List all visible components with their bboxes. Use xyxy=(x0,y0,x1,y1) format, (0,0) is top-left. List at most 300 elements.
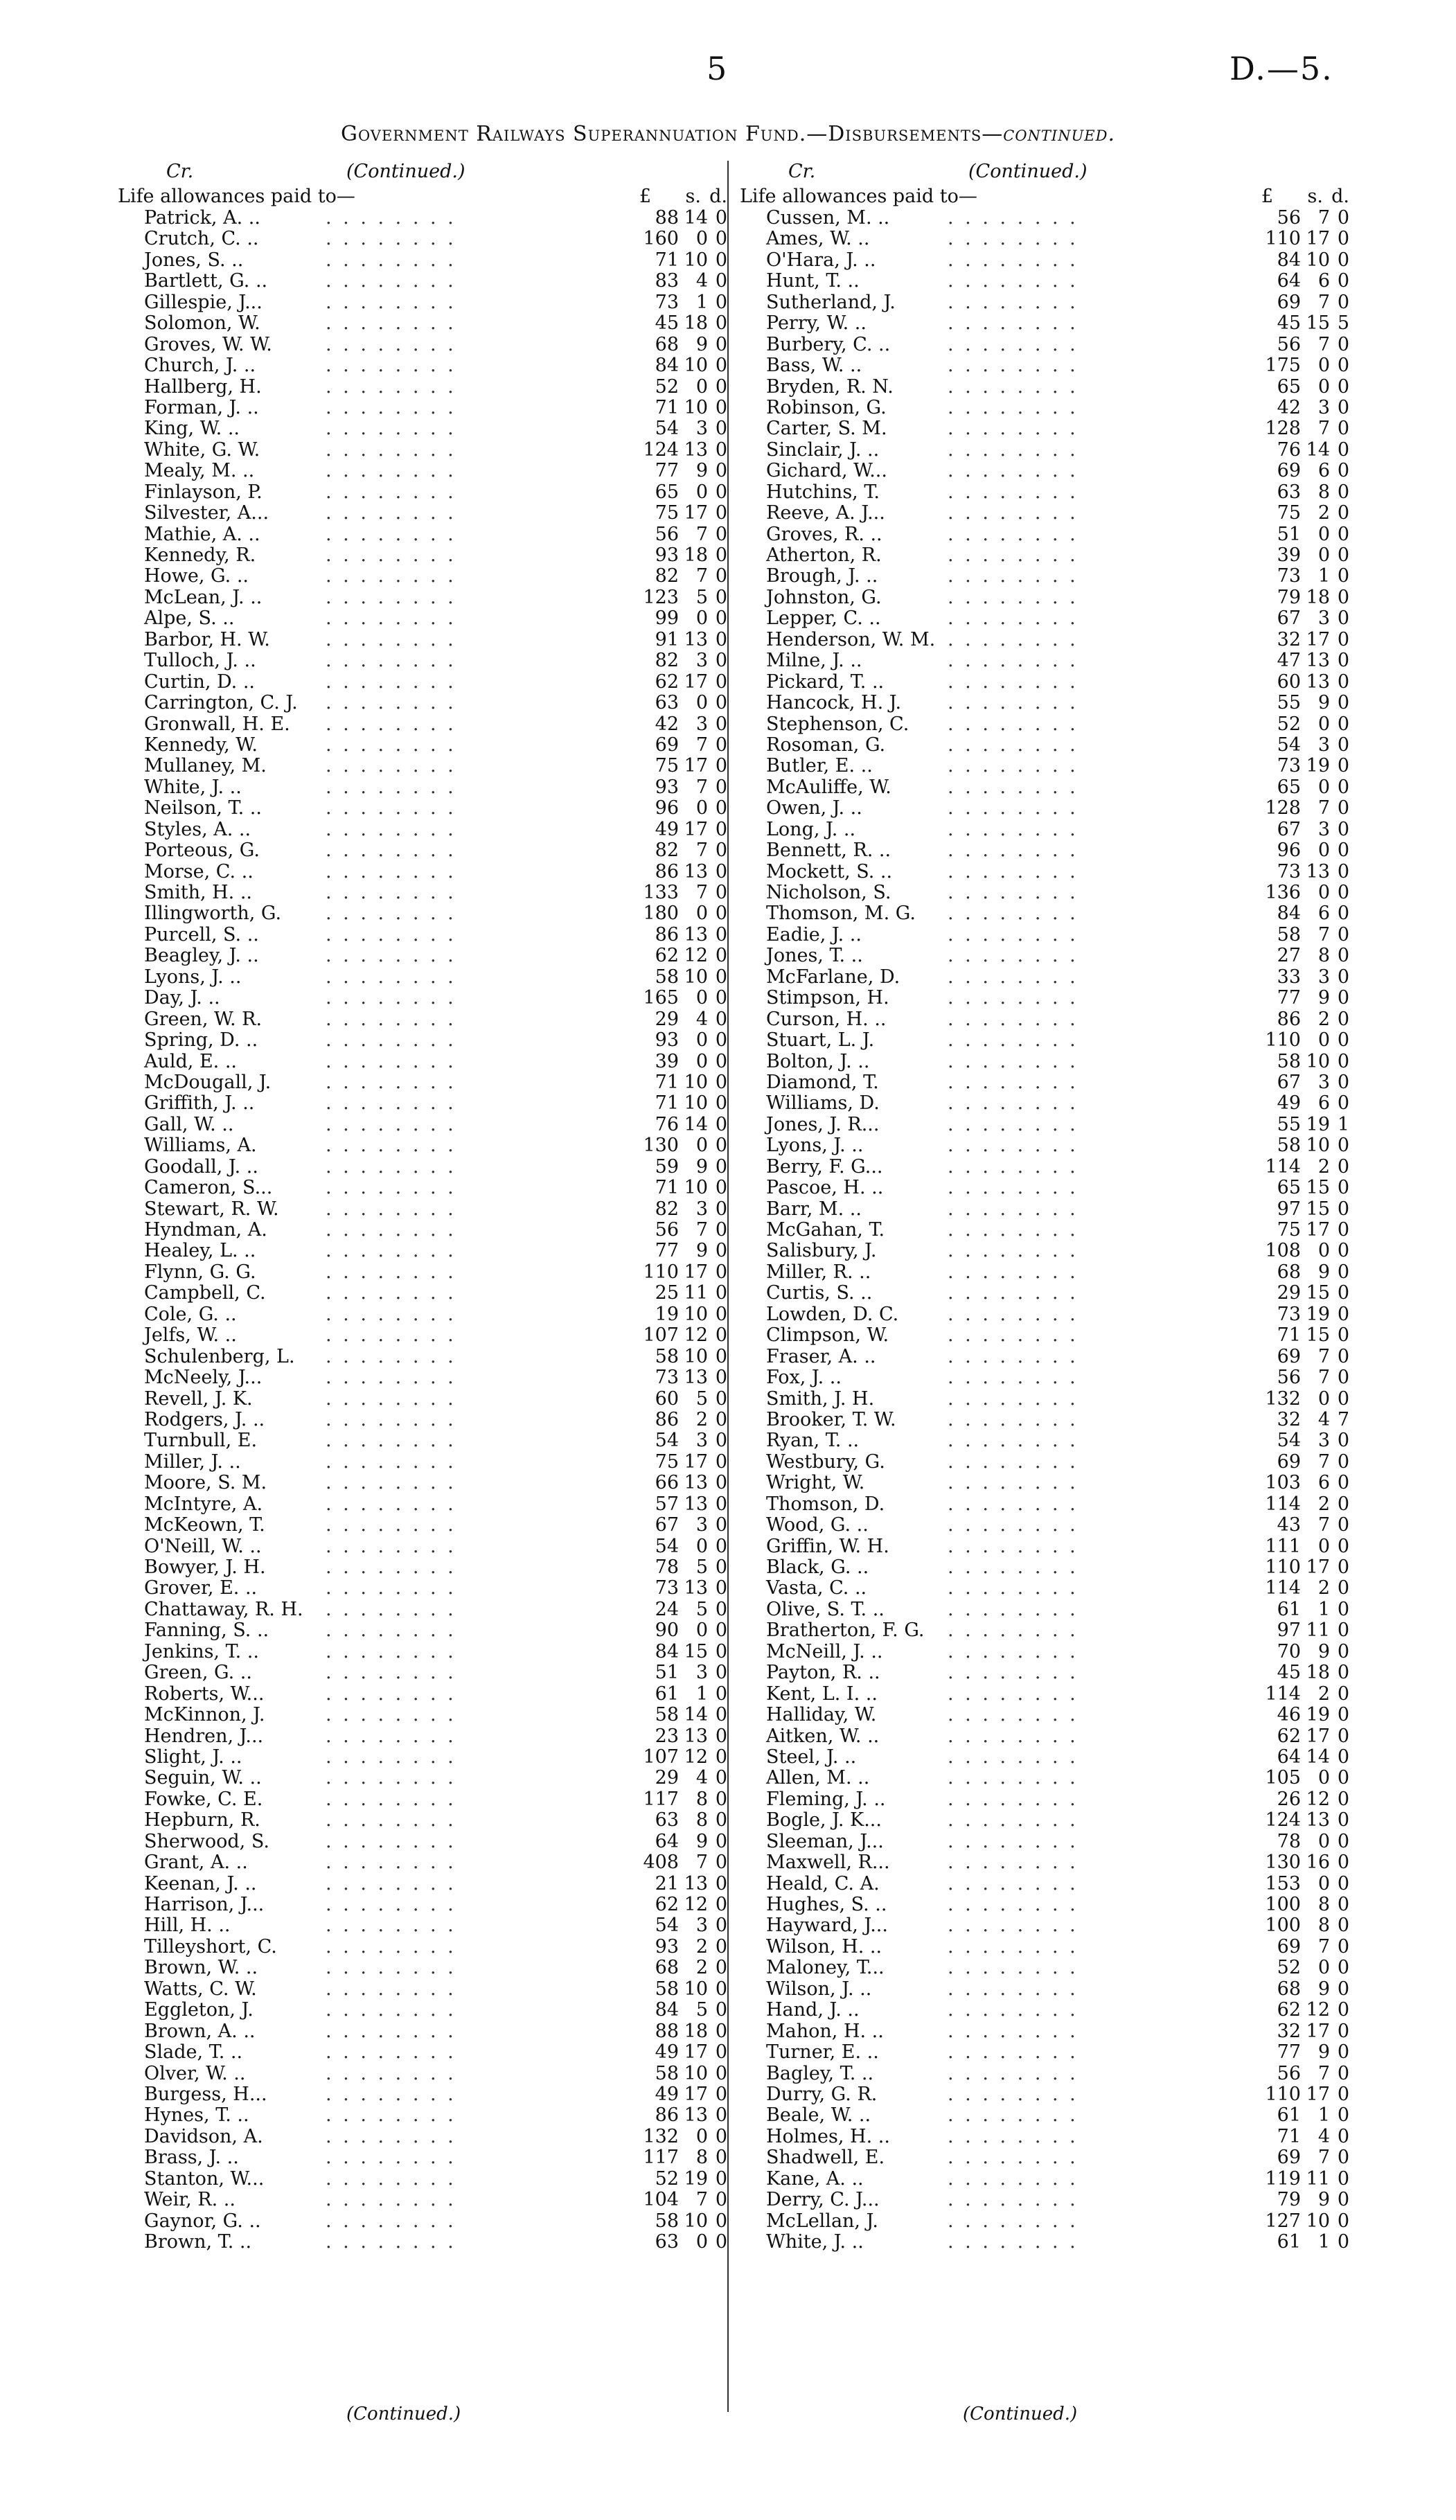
payee-name: Heald, C. A. xyxy=(766,1872,880,1895)
payee-name: Alpe, S. .. xyxy=(144,607,235,630)
leader-dots: . . . . . . . . xyxy=(326,1324,456,1347)
amount-shillings: 0 xyxy=(1317,840,1330,862)
amount-shillings: 13 xyxy=(684,1725,708,1747)
table-row xyxy=(740,1093,1349,1114)
payee-name: Wright, W. xyxy=(766,1472,865,1494)
amount-pence: 0 xyxy=(715,1514,727,1536)
table-row xyxy=(118,1115,727,1135)
payee-name: Davidson, A. xyxy=(144,2125,263,2147)
amount-shillings: 0 xyxy=(1317,1957,1330,1979)
amount-shillings: 3 xyxy=(695,418,708,440)
amount-pounds: 133 xyxy=(643,882,679,903)
leader-dots: . . . . . . . . xyxy=(948,2062,1078,2084)
amount-pounds: 124 xyxy=(1265,1809,1301,1831)
amount-shillings: 10 xyxy=(684,396,708,418)
leader-dots: . . . . . . . . xyxy=(326,1640,456,1662)
amount-pounds: 64 xyxy=(1277,270,1301,292)
amount-pence: 0 xyxy=(715,1135,727,1157)
amount-shillings: 0 xyxy=(695,692,708,714)
right-column xyxy=(740,161,1349,2253)
amount-shillings: 6 xyxy=(1317,270,1330,292)
amount-pence: 0 xyxy=(1337,1788,1349,1810)
table-row xyxy=(118,1726,727,1747)
payee-name: Healey, L. .. xyxy=(144,1240,256,1262)
leader-dots: . . . . . . . . xyxy=(948,903,1078,925)
page-title xyxy=(0,122,1456,146)
amount-shillings: 10 xyxy=(684,355,708,377)
amount-pence: 0 xyxy=(1337,945,1349,967)
table-row xyxy=(740,630,1349,650)
leader-dots: . . . . . . . . xyxy=(326,291,456,313)
leader-dots: . . . . . . . . xyxy=(948,586,1078,608)
amount-pounds: 130 xyxy=(1265,1852,1301,1874)
right-allowance-list xyxy=(740,208,1349,2253)
amount-pence: 0 xyxy=(715,840,727,862)
leader-dots: . . . . . . . . xyxy=(326,2104,456,2127)
amount-shillings: 13 xyxy=(684,1577,708,1599)
amount-shillings: 17 xyxy=(1306,1219,1330,1241)
payee-name: Sinclair, J. .. xyxy=(766,438,880,461)
table-row xyxy=(118,693,727,713)
leader-dots: . . . . . . . . xyxy=(326,1915,456,1937)
amount-pounds: 76 xyxy=(655,1113,679,1135)
leader-dots: . . . . . . . . xyxy=(326,1472,456,1494)
table-row xyxy=(740,1347,1349,1367)
payee-name: Porteous, G. xyxy=(144,840,260,862)
payee-name: Patrick, A. .. xyxy=(144,207,260,229)
amount-shillings: 8 xyxy=(695,2147,708,2169)
leader-dots: . . . . . . . . xyxy=(326,903,456,925)
amount-shillings: 19 xyxy=(684,2167,708,2190)
payee-name: Vasta, C. .. xyxy=(766,1577,867,1599)
amount-pounds: 78 xyxy=(1277,1830,1301,1852)
payee-name: Smith, J. H. xyxy=(766,1387,875,1410)
amount-pence: 0 xyxy=(1337,692,1349,714)
payee-name: Slade, T. .. xyxy=(144,2041,243,2064)
amount-shillings: 2 xyxy=(1317,1493,1330,1515)
amount-pence: 0 xyxy=(1337,818,1349,840)
leader-dots: . . . . . . . . xyxy=(948,734,1078,756)
amount-shillings: 0 xyxy=(695,1050,708,1072)
leader-dots: . . . . . . . . xyxy=(948,1240,1078,1262)
amount-shillings: 2 xyxy=(695,1957,708,1979)
leader-dots: . . . . . . . . xyxy=(948,945,1078,967)
leader-dots: . . . . . . . . xyxy=(948,1155,1078,1178)
amount-pounds: 56 xyxy=(1277,2062,1301,2084)
table-row xyxy=(740,271,1349,292)
amount-pounds: 67 xyxy=(655,1514,679,1536)
amount-shillings: 3 xyxy=(695,1198,708,1220)
amount-pounds: 86 xyxy=(1277,1008,1301,1030)
table-row xyxy=(118,777,727,798)
payee-name: Chattaway, R. H. xyxy=(144,1598,303,1620)
amount-pence: 0 xyxy=(1337,671,1349,693)
table-row xyxy=(740,2169,1349,2190)
table-row xyxy=(118,1515,727,1536)
amount-pence: 0 xyxy=(715,2210,727,2232)
amount-pounds: 73 xyxy=(1277,755,1301,777)
leader-dots: . . . . . . . . xyxy=(948,1071,1078,1093)
amount-shillings: 3 xyxy=(1317,607,1330,630)
amount-shillings: 12 xyxy=(1306,1999,1330,2021)
amount-pounds: 110 xyxy=(1265,228,1301,250)
amount-pounds: 42 xyxy=(1277,396,1301,418)
amount-shillings: 13 xyxy=(684,1367,708,1389)
leader-dots: . . . . . . . . xyxy=(948,481,1078,503)
amount-shillings: 8 xyxy=(1317,481,1330,503)
payee-name: Jones, T. .. xyxy=(766,945,863,967)
leader-dots: . . . . . . . . xyxy=(326,1852,456,1874)
amount-pence: 0 xyxy=(715,628,727,650)
amount-shillings: 17 xyxy=(684,1450,708,1473)
amount-shillings: 0 xyxy=(695,607,708,630)
amount-pounds: 58 xyxy=(655,2210,679,2232)
table-row xyxy=(740,1915,1349,1936)
amount-pounds: 123 xyxy=(643,586,679,608)
table-row xyxy=(118,229,727,249)
amount-pence: 0 xyxy=(1337,2104,1349,2127)
amount-pence: 0 xyxy=(715,1767,727,1789)
payee-name: Sherwood, S. xyxy=(144,1830,269,1852)
leader-dots: . . . . . . . . xyxy=(326,776,456,798)
payee-name: Bowyer, J. H. xyxy=(144,1556,266,1578)
amount-pounds: 77 xyxy=(1277,2041,1301,2064)
amount-pounds: 75 xyxy=(1277,1219,1301,1241)
leader-dots: . . . . . . . . xyxy=(326,355,456,377)
amount-pounds: 33 xyxy=(1277,966,1301,988)
table-row xyxy=(118,1030,727,1051)
amount-pence: 0 xyxy=(715,1830,727,1852)
amount-shillings: 1 xyxy=(1317,565,1330,587)
amount-pence: 0 xyxy=(1337,502,1349,524)
leader-dots: . . . . . . . . xyxy=(326,1198,456,1220)
amount-pence: 0 xyxy=(715,312,727,335)
amount-shillings: 14 xyxy=(684,1113,708,1135)
leader-dots: . . . . . . . . xyxy=(326,1113,456,1135)
leader-dots: . . . . . . . . xyxy=(326,2062,456,2084)
payee-name: Pickard, T. .. xyxy=(766,671,885,693)
cr-label: Cr. xyxy=(788,161,816,182)
payee-name: Holmes, H. .. xyxy=(766,2125,890,2147)
amount-shillings: 5 xyxy=(695,1556,708,1578)
payee-name: Griffith, J. .. xyxy=(144,1092,255,1115)
table-row xyxy=(118,1052,727,1072)
table-row xyxy=(118,355,727,376)
leader-dots: . . . . . . . . xyxy=(326,1155,456,1178)
payee-name: Harrison, J... xyxy=(144,1894,265,1915)
payee-name: Robinson, G. xyxy=(766,396,887,418)
amount-pounds: 69 xyxy=(1277,291,1301,313)
table-row xyxy=(740,1072,1349,1093)
table-row xyxy=(118,1599,727,1620)
amount-pounds: 67 xyxy=(1277,607,1301,630)
leader-dots: . . . . . . . . xyxy=(948,1788,1078,1810)
amount-pence: 0 xyxy=(715,1240,727,1262)
amount-pounds: 104 xyxy=(643,2189,679,2211)
table-row xyxy=(740,250,1349,271)
leader-dots: . . . . . . . . xyxy=(326,1620,456,1642)
amount-pence: 0 xyxy=(715,1852,727,1874)
payee-name: Auld, E. .. xyxy=(144,1050,238,1072)
amount-pence: 0 xyxy=(715,228,727,250)
amount-pence: 0 xyxy=(1337,1177,1349,1199)
leader-dots: . . . . . . . . xyxy=(326,438,456,461)
payee-name: Crutch, C. .. xyxy=(144,228,259,250)
amount-pounds: 114 xyxy=(1265,1683,1301,1705)
table-row xyxy=(118,418,727,439)
leader-dots: . . . . . . . . xyxy=(326,312,456,335)
amount-shillings: 11 xyxy=(1306,2167,1330,2190)
amount-shillings: 1 xyxy=(1317,2231,1330,2253)
leader-dots: . . . . . . . . xyxy=(326,650,456,672)
table-row xyxy=(118,988,727,1009)
amount-shillings: 7 xyxy=(695,882,708,903)
amount-pence: 0 xyxy=(715,2083,727,2105)
amount-pence: 0 xyxy=(1337,249,1349,271)
amount-pence: 0 xyxy=(715,671,727,693)
table-row xyxy=(118,1009,727,1030)
leader-dots: . . . . . . . . xyxy=(326,481,456,503)
table-row xyxy=(740,1135,1349,1156)
amount-pence: 0 xyxy=(715,755,727,777)
amount-pence: 0 xyxy=(1337,1999,1349,2021)
amount-pounds: 69 xyxy=(1277,1345,1301,1367)
table-row xyxy=(118,1895,727,1915)
leader-dots: . . . . . . . . xyxy=(326,797,456,819)
leader-dots: . . . . . . . . xyxy=(948,355,1078,377)
table-row xyxy=(740,714,1349,735)
amount-shillings: 7 xyxy=(1317,1345,1330,1367)
paid-label: Life allowances paid to— xyxy=(118,186,355,207)
amount-shillings: 7 xyxy=(695,1852,708,1874)
amount-pence: 0 xyxy=(715,1198,727,1220)
amount-pounds: 79 xyxy=(1277,586,1301,608)
amount-shillings: 17 xyxy=(1306,628,1330,650)
table-row xyxy=(740,313,1349,334)
table-row xyxy=(740,1536,1349,1557)
payee-name: Thomson, D. xyxy=(766,1493,885,1515)
table-row xyxy=(118,2169,727,2190)
table-row xyxy=(118,1199,727,1220)
amount-pence: 0 xyxy=(715,1915,727,1937)
amount-pounds: 67 xyxy=(1277,1071,1301,1093)
table-row xyxy=(118,1283,727,1304)
table-row xyxy=(118,1072,727,1093)
amount-shillings: 9 xyxy=(1317,1978,1330,2000)
amount-shillings: 7 xyxy=(695,565,708,587)
amount-shillings: 13 xyxy=(1306,860,1330,882)
amount-shillings: 14 xyxy=(1306,1746,1330,1768)
leader-dots: . . . . . . . . xyxy=(326,586,456,608)
table-row xyxy=(740,840,1349,861)
amount-shillings: 9 xyxy=(695,1155,708,1178)
table-row xyxy=(118,1852,727,1873)
payee-name: Goodall, J. .. xyxy=(144,1155,258,1178)
payee-name: Illingworth, G. xyxy=(144,903,282,925)
amount-shillings: 4 xyxy=(695,1008,708,1030)
table-row xyxy=(740,693,1349,713)
amount-pence: 0 xyxy=(1337,1978,1349,2000)
amount-shillings: 10 xyxy=(1306,1135,1330,1157)
amount-pounds: 61 xyxy=(1277,2231,1301,2253)
table-row xyxy=(740,946,1349,966)
amount-pounds: 68 xyxy=(1277,1978,1301,2000)
amount-pounds: 79 xyxy=(1277,2189,1301,2211)
payee-name: Curson, H. .. xyxy=(766,1008,887,1030)
leader-dots: . . . . . . . . xyxy=(948,1683,1078,1705)
amount-shillings: 7 xyxy=(695,734,708,756)
amount-pence: 0 xyxy=(715,1029,727,1052)
payee-name: King, W. .. xyxy=(144,418,240,440)
table-row xyxy=(118,630,727,650)
amount-pounds: 111 xyxy=(1265,1535,1301,1557)
leader-dots: . . . . . . . . xyxy=(948,270,1078,292)
table-row xyxy=(740,1831,1349,1852)
amount-pence: 0 xyxy=(715,945,727,967)
leader-dots: . . . . . . . . xyxy=(326,1050,456,1072)
leader-dots: . . . . . . . . xyxy=(948,375,1078,398)
table-row xyxy=(118,2084,727,2105)
payee-name: Gronwall, H. E. xyxy=(144,713,290,735)
amount-shillings: 13 xyxy=(684,628,708,650)
amount-shillings: 10 xyxy=(684,1092,708,1115)
amount-pounds: 61 xyxy=(1277,1598,1301,1620)
leader-dots: . . . . . . . . xyxy=(326,1493,456,1515)
payee-name: Wilson, H. .. xyxy=(766,1935,882,1958)
payee-name: McNeely, J... xyxy=(144,1367,263,1389)
amount-shillings: 3 xyxy=(695,713,708,735)
amount-pounds: 75 xyxy=(1277,502,1301,524)
table-row xyxy=(118,292,727,313)
amount-shillings: 3 xyxy=(695,1662,708,1684)
table-row xyxy=(118,503,727,524)
amount-shillings: 7 xyxy=(1317,291,1330,313)
leader-dots: . . . . . . . . xyxy=(326,2210,456,2232)
amount-pence: 0 xyxy=(715,1683,727,1705)
payee-name: Purcell, S. .. xyxy=(144,923,259,946)
payee-name: Turner, E. .. xyxy=(766,2041,879,2064)
amount-shillings: 0 xyxy=(695,1029,708,1052)
amount-pounds: 45 xyxy=(1277,1662,1301,1684)
amount-pounds: 32 xyxy=(1277,2020,1301,2042)
amount-pence: 0 xyxy=(715,1345,727,1367)
amount-pounds: 119 xyxy=(1265,2167,1301,2190)
amount-pounds: 70 xyxy=(1277,1640,1301,1662)
table-row xyxy=(740,1430,1349,1451)
leader-dots: . . . . . . . . xyxy=(326,1704,456,1726)
amount-shillings: 15 xyxy=(1306,1282,1330,1304)
amount-shillings: 4 xyxy=(695,270,708,292)
amount-shillings: 9 xyxy=(1317,1640,1330,1662)
leader-dots: . . . . . . . . xyxy=(948,1008,1078,1030)
amount-pence: 0 xyxy=(1337,1598,1349,1620)
table-row xyxy=(118,925,727,946)
leader-dots: . . . . . . . . xyxy=(948,502,1078,524)
table-row xyxy=(740,461,1349,481)
amount-pounds: 63 xyxy=(655,692,679,714)
amount-shillings: 8 xyxy=(695,1788,708,1810)
amount-pounds: 99 xyxy=(655,607,679,630)
amount-shillings: 7 xyxy=(695,1219,708,1241)
amount-pence: 0 xyxy=(1337,1683,1349,1705)
payee-name: Eggleton, J. xyxy=(144,1999,254,2021)
amount-pounds: 52 xyxy=(655,2167,679,2190)
amount-pounds: 408 xyxy=(643,1852,679,1874)
payee-name: Gichard, W... xyxy=(766,460,887,482)
table-row xyxy=(740,2084,1349,2105)
table-row xyxy=(118,798,727,819)
amount-pounds: 130 xyxy=(643,1135,679,1157)
amount-shillings: 0 xyxy=(695,2125,708,2147)
amount-shillings: 7 xyxy=(695,2189,708,2211)
footer-continued-right: (Continued.) xyxy=(963,2404,1078,2424)
payee-name: Diamond, T. xyxy=(766,1071,879,1093)
amount-shillings: 4 xyxy=(1317,1408,1330,1430)
amount-pounds: 103 xyxy=(1265,1472,1301,1494)
amount-shillings: 7 xyxy=(1317,333,1330,355)
amount-shillings: 10 xyxy=(1306,2210,1330,2232)
amount-pounds: 39 xyxy=(1277,544,1301,566)
amount-pounds: 67 xyxy=(1277,818,1301,840)
payee-name: Henderson, W. M. xyxy=(766,628,936,650)
leader-dots: . . . . . . . . xyxy=(326,1598,456,1620)
table-row xyxy=(740,398,1349,418)
payee-name: Bagley, T. .. xyxy=(766,2062,874,2084)
payee-name: Bass, W. .. xyxy=(766,355,862,377)
amount-shillings: 14 xyxy=(684,207,708,229)
leader-dots: . . . . . . . . xyxy=(326,333,456,355)
amount-shillings: 0 xyxy=(695,1620,708,1642)
amount-pence: 0 xyxy=(715,1577,727,1599)
table-row xyxy=(118,1389,727,1410)
amount-pounds: 160 xyxy=(643,228,679,250)
table-row xyxy=(118,1768,727,1789)
payee-name: Black, G. .. xyxy=(766,1556,869,1578)
leader-dots: . . . . . . . . xyxy=(326,628,456,650)
amount-pence: 0 xyxy=(715,734,727,756)
leader-dots: . . . . . . . . xyxy=(326,1071,456,1093)
leader-dots: . . . . . . . . xyxy=(948,1113,1078,1135)
payee-name: Styles, A. .. xyxy=(144,818,251,840)
leader-dots: . . . . . . . . xyxy=(948,966,1078,988)
table-row xyxy=(740,503,1349,524)
amount-pounds: 136 xyxy=(1265,882,1301,903)
table-row xyxy=(740,1810,1349,1831)
leader-dots: . . . . . . . . xyxy=(326,692,456,714)
amount-shillings: 10 xyxy=(684,2210,708,2232)
amount-pounds: 97 xyxy=(1277,1198,1301,1220)
amount-shillings: 5 xyxy=(695,586,708,608)
amount-shillings: 0 xyxy=(1317,1872,1330,1895)
amount-shillings: 15 xyxy=(1306,1177,1330,1199)
payee-name: O'Hara, J. .. xyxy=(766,249,876,271)
table-row xyxy=(740,1684,1349,1705)
amount-pence: 0 xyxy=(1337,797,1349,819)
amount-pounds: 71 xyxy=(655,1177,679,1199)
amount-pence: 0 xyxy=(1337,1472,1349,1494)
amount-pence: 0 xyxy=(1337,1303,1349,1325)
leader-dots: . . . . . . . . xyxy=(948,1662,1078,1684)
table-row xyxy=(740,2000,1349,2021)
leader-dots: . . . . . . . . xyxy=(948,1999,1078,2021)
payee-name: Carter, S. M. xyxy=(766,418,887,440)
table-row xyxy=(740,1052,1349,1072)
amount-pence: 0 xyxy=(715,923,727,946)
pence-symbol: d. xyxy=(709,186,727,207)
amount-shillings: 0 xyxy=(695,481,708,503)
amount-pounds: 32 xyxy=(1277,1408,1301,1430)
amount-pounds: 42 xyxy=(655,713,679,735)
